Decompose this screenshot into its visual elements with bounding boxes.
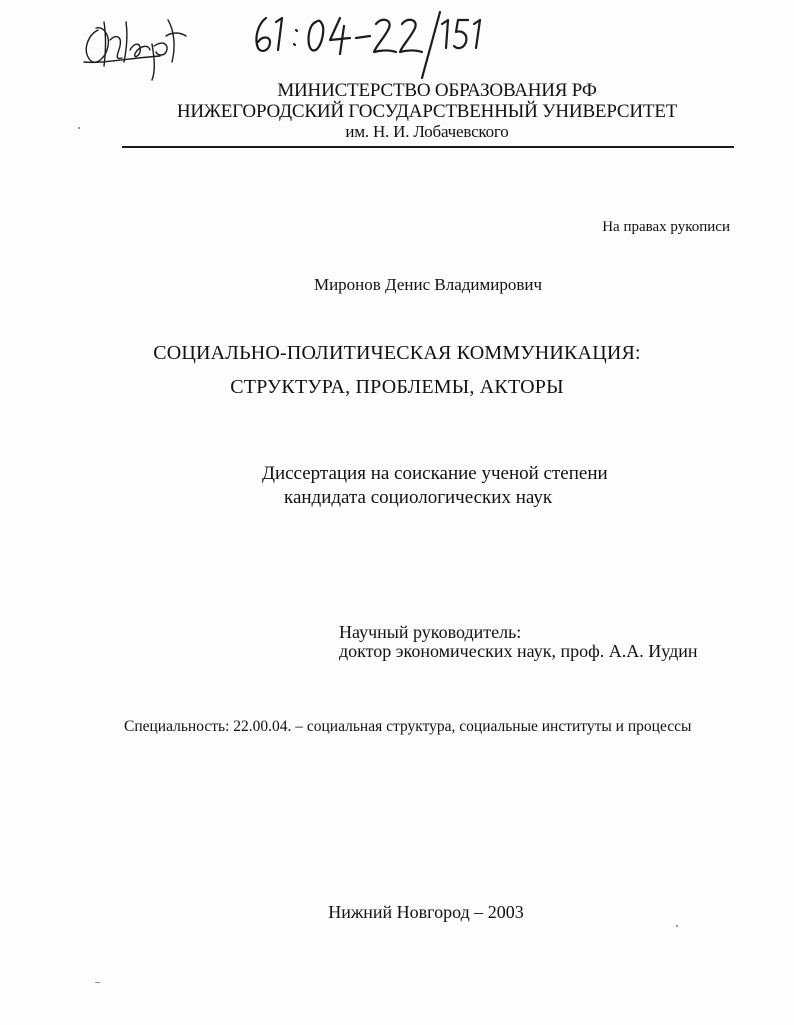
university-name: НИЖЕГОРОДСКИЙ ГОСУДАРСТВЕННЫЙ УНИВЕРСИТЕТ: [176, 101, 678, 122]
manuscript-rights-note: На правах рукописи: [602, 219, 730, 235]
archive-code: [256, 12, 480, 78]
scan-speck: [676, 925, 678, 927]
signature: [84, 20, 186, 80]
place-and-year: Нижний Новгород – 2003: [328, 902, 524, 922]
author-name: Миронов Денис Владимирович: [313, 275, 543, 294]
scan-speck: [95, 982, 100, 983]
supervisor-name: доктор экономических наук, проф. А.А. Иудин: [339, 641, 698, 661]
ministry-name: МИНИСТЕРСТВО ОБРАЗОВАНИЯ РФ: [277, 80, 597, 101]
specialty-line: Специальность: 22.00.04. – социальная структура, социальные институты и процессы: [124, 718, 692, 735]
header-divider: [122, 146, 734, 148]
scan-speck: [78, 127, 80, 129]
handwritten-annotation: [70, 0, 490, 90]
thesis-title-line-1: СОЦИАЛЬНО-ПОЛИТИЧЕСКАЯ КОММУНИКАЦИЯ:: [153, 342, 641, 364]
university-named-after: им. Н. И. Лобачевского: [345, 122, 509, 141]
degree-statement-line-2: кандидата социологических наук: [284, 487, 553, 508]
thesis-title-line-2: СТРУКТУРА, ПРОБЛЕМЫ, АКТОРЫ: [230, 376, 564, 398]
degree-statement-line-1: Диссертация на соискание ученой степени: [262, 463, 608, 484]
supervisor-label: Научный руководитель:: [339, 622, 522, 642]
